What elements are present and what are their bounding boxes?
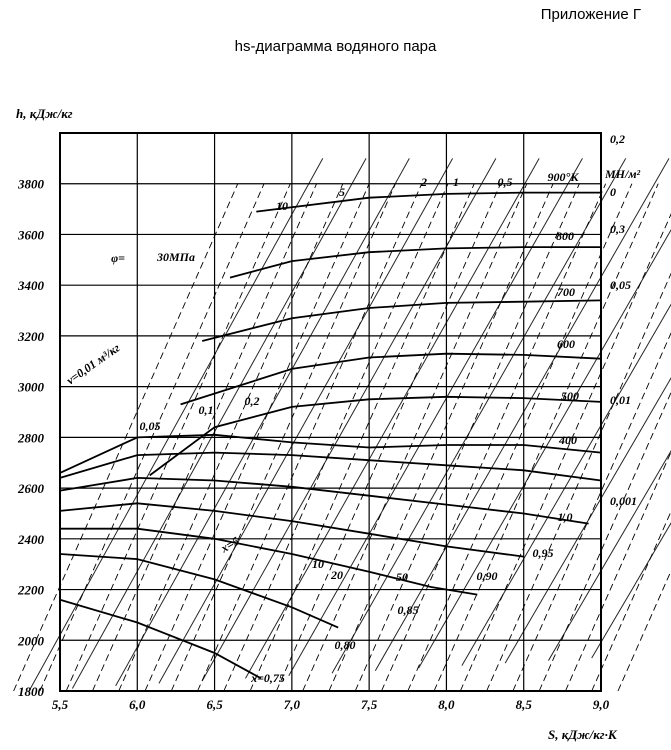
series-line-080	[60, 554, 338, 628]
isobar-label: 0,1	[198, 403, 214, 417]
isobar-label: 50	[396, 570, 408, 584]
isobar-label: 0,2	[244, 394, 260, 408]
right-axis-label: 0,001	[610, 494, 637, 508]
series-line-400	[60, 435, 601, 473]
isobar-line	[245, 158, 539, 678]
isobar-label: 0,5	[497, 175, 513, 189]
isobar-line	[72, 158, 366, 688]
appendix-label: Приложение Г	[540, 6, 641, 23]
isochore-dashed-line	[618, 184, 671, 691]
right-axis-label: 0,05	[610, 278, 631, 292]
x-tick-label: 8,0	[438, 697, 455, 712]
x-tick-label: 8,5	[515, 697, 532, 712]
dryness-label: 0,80	[334, 638, 356, 652]
isobar-label: 10	[276, 199, 288, 213]
x-tick-label: 6,5	[206, 697, 223, 712]
series-line-x075	[60, 600, 261, 679]
x-tick-label: 6,0	[129, 697, 146, 712]
y-tick-label: 2800	[18, 430, 44, 446]
chart-title: hs-диаграмма водяного пара	[234, 38, 437, 55]
isobar-line	[29, 158, 323, 691]
y-tick-label: 3200	[18, 328, 44, 344]
isobar-line	[289, 158, 583, 675]
isotherm-label: 700	[557, 285, 575, 299]
phi-symbol-label: φ=	[111, 251, 125, 265]
isobar-label: 2	[421, 175, 427, 189]
dryness-label: 0,85	[397, 603, 419, 617]
volume-label: v=0,01 м³/кг	[63, 340, 123, 388]
right-axis-label: 0,2	[610, 132, 625, 146]
isobar-label-5-low: x=5	[218, 533, 242, 556]
plot-frame	[60, 133, 601, 691]
y-tick-label: 1800	[18, 684, 44, 699]
series-line-095	[60, 478, 589, 524]
x-tick-label: 7,5	[361, 697, 378, 712]
isobar-label: 20	[331, 568, 343, 582]
dryness-label: 0,95	[532, 546, 554, 560]
isotherm-label: 500	[561, 389, 579, 403]
isobar-label: 0,05	[139, 419, 161, 433]
dryness-label: x=0,75	[251, 671, 285, 685]
series-line-10	[60, 453, 601, 481]
y-tick-label: 3400	[18, 278, 44, 294]
right-axis-label: 0	[610, 185, 616, 199]
x-axis-label: S, кДж/кг·К	[548, 727, 617, 742]
dryness-label: 1,0	[557, 510, 573, 524]
isobar-label: 30МПа	[156, 250, 196, 264]
isobar-label: 1	[453, 175, 459, 189]
right-axis-label: 0,3	[610, 222, 625, 236]
y-tick-label: 2200	[18, 582, 44, 598]
dryness-label: 0,90	[476, 569, 498, 583]
isotherm-label: 800	[556, 229, 574, 243]
isobar-label-10-low: 10	[312, 557, 324, 571]
x-tick-label: 7,0	[283, 697, 300, 712]
isotherm-label: 600	[557, 337, 575, 351]
series-line-800	[230, 247, 601, 278]
y-tick-label: 3600	[18, 227, 44, 243]
x-tick-label: 9,0	[592, 697, 610, 712]
right-axis-label: 0,01	[610, 393, 631, 407]
isobar-line	[592, 158, 671, 658]
isochore-dashed-line	[592, 184, 671, 691]
pressure-unit-label: МН/м²	[605, 167, 641, 181]
y-tick-label: 2000	[18, 633, 44, 649]
y-tick-label: 2400	[18, 531, 44, 547]
y-tick-label: 3000	[18, 379, 44, 395]
isobar-label: 5	[339, 185, 345, 199]
x-tick-label: 5,5	[51, 697, 69, 712]
y-tick-label: 3800	[18, 176, 44, 192]
y-tick-label: 2600	[18, 481, 44, 497]
isotherm-label: 400	[559, 433, 577, 447]
isotherm-label: 900°К	[547, 170, 579, 184]
y-axis-label: h, кДж/кг	[16, 106, 73, 121]
